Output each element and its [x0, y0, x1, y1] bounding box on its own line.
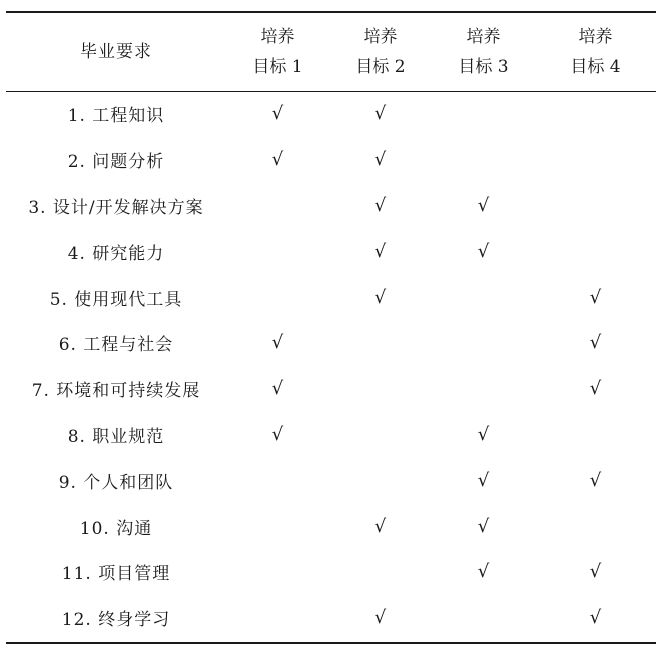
- check-mark: √: [589, 607, 602, 629]
- header-row: [6, 13, 656, 91]
- header-goal-2: [329, 13, 432, 91]
- header-goal-3: [432, 13, 535, 91]
- header-goal-1-line2: 目标 1: [252, 57, 303, 77]
- requirement-name: 5. 使用现代工具: [49, 289, 183, 310]
- empty-cell: [535, 412, 656, 458]
- table-row: [6, 183, 656, 229]
- header-goal-4-line2: 目标 4: [570, 57, 621, 77]
- check-mark: √: [271, 332, 284, 354]
- check-mark: √: [477, 194, 490, 216]
- check-mark: √: [589, 286, 602, 308]
- empty-cell: [432, 366, 535, 412]
- check-mark: √: [374, 149, 387, 171]
- table-bottom-rule: [6, 642, 656, 644]
- header-goal-4: [535, 13, 656, 91]
- check-mark: √: [477, 423, 490, 445]
- matrix-body: [6, 91, 656, 641]
- empty-cell: [226, 549, 329, 595]
- check-mark: √: [374, 103, 387, 125]
- table-row: [6, 366, 656, 412]
- table-row: [6, 320, 656, 366]
- empty-cell: [535, 137, 656, 183]
- requirement-name: 8. 职业规范: [67, 426, 165, 447]
- check-mark: √: [477, 469, 490, 491]
- requirement-name: 3. 设计/开发解决方案: [28, 197, 204, 218]
- empty-cell: [329, 320, 432, 366]
- empty-cell: [329, 412, 432, 458]
- empty-cell: [226, 228, 329, 274]
- requirement-name: 10. 沟通: [79, 518, 153, 539]
- empty-cell: [535, 91, 656, 137]
- requirement-name: 11. 项目管理: [61, 564, 171, 585]
- header-goal-1-line1: 培养: [260, 27, 295, 47]
- empty-cell: [329, 366, 432, 412]
- table-row: [6, 457, 656, 503]
- header-goal-2-line2: 目标 2: [355, 57, 406, 77]
- table-row: [6, 412, 656, 458]
- requirement-name: 12. 终身学习: [61, 610, 171, 631]
- header-goal-3-line2: 目标 3: [458, 57, 509, 77]
- empty-cell: [226, 503, 329, 549]
- check-mark: √: [271, 103, 284, 125]
- empty-cell: [226, 274, 329, 320]
- requirement-name: 2. 问题分析: [67, 152, 165, 173]
- requirement-name: 4. 研究能力: [67, 243, 165, 264]
- header-requirement: 毕业要求: [80, 42, 152, 62]
- requirement-goal-matrix: [6, 13, 656, 641]
- table-row: [6, 549, 656, 595]
- check-mark: √: [271, 378, 284, 400]
- check-mark: √: [477, 240, 490, 262]
- check-mark: √: [589, 469, 602, 491]
- table-row: [6, 137, 656, 183]
- empty-cell: [329, 457, 432, 503]
- requirement-name: 7. 环境和可持续发展: [31, 381, 201, 402]
- table-row: [6, 91, 656, 137]
- empty-cell: [226, 457, 329, 503]
- check-mark: √: [374, 240, 387, 262]
- table-row: [6, 274, 656, 320]
- empty-cell: [432, 274, 535, 320]
- check-mark: √: [374, 194, 387, 216]
- empty-cell: [226, 183, 329, 229]
- header-goal-1: [226, 13, 329, 91]
- header-goal-2-line1: 培养: [363, 27, 398, 47]
- requirement-name: 1. 工程知识: [67, 106, 165, 127]
- header-goal-4-line1: 培养: [578, 27, 613, 47]
- empty-cell: [535, 183, 656, 229]
- check-mark: √: [589, 332, 602, 354]
- check-mark: √: [477, 515, 490, 537]
- check-mark: √: [374, 607, 387, 629]
- check-mark: √: [477, 561, 490, 583]
- empty-cell: [535, 503, 656, 549]
- check-mark: √: [589, 378, 602, 400]
- table-row: [6, 228, 656, 274]
- requirement-name: 9. 个人和团队: [58, 472, 174, 493]
- header-goal-3-line1: 培养: [466, 27, 501, 47]
- empty-cell: [329, 549, 432, 595]
- table-row: [6, 503, 656, 549]
- empty-cell: [535, 228, 656, 274]
- requirement-name: 6. 工程与社会: [58, 335, 174, 356]
- empty-cell: [432, 137, 535, 183]
- empty-cell: [432, 91, 535, 137]
- table-row: [6, 595, 656, 641]
- check-mark: √: [271, 423, 284, 445]
- empty-cell: [432, 320, 535, 366]
- empty-cell: [432, 595, 535, 641]
- empty-cell: [226, 595, 329, 641]
- check-mark: √: [374, 286, 387, 308]
- check-mark: √: [589, 561, 602, 583]
- check-mark: √: [271, 149, 284, 171]
- check-mark: √: [374, 515, 387, 537]
